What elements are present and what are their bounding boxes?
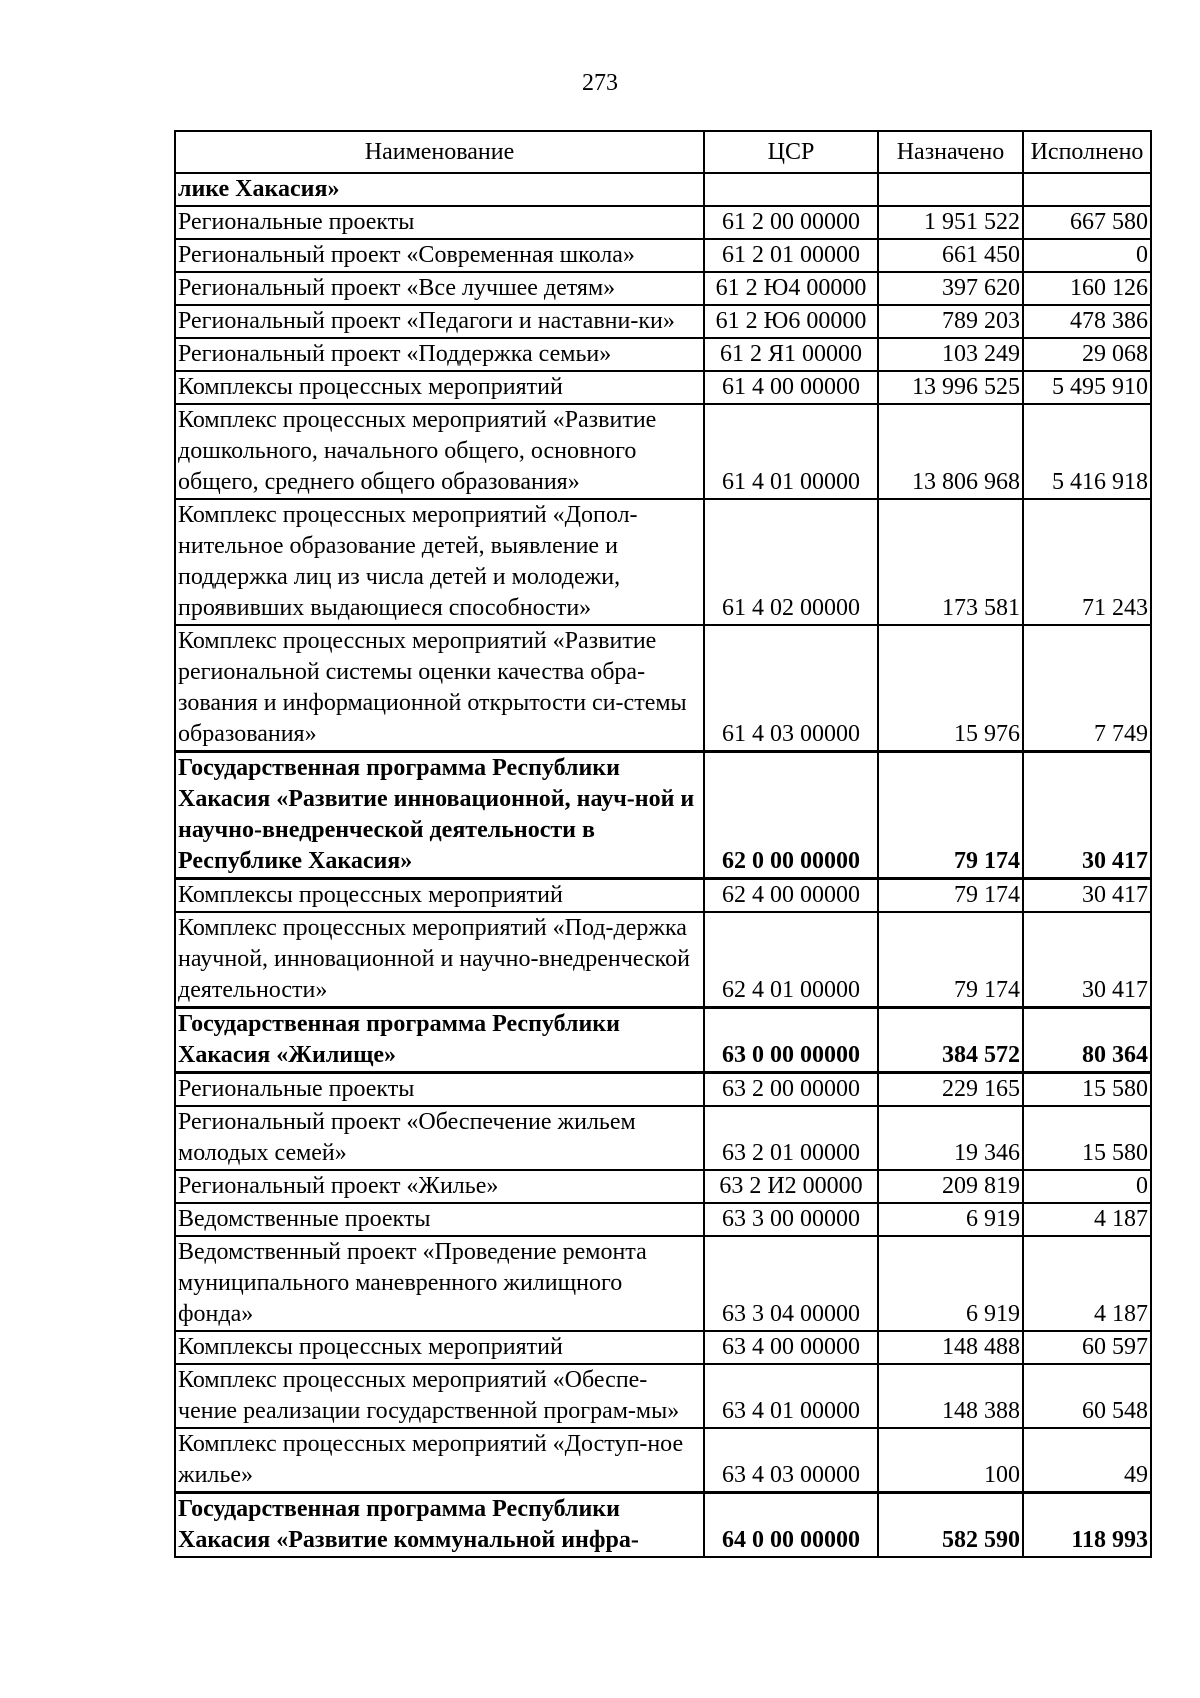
table-header-row — [175, 131, 1151, 173]
row-executed: 4 187 — [1023, 1203, 1151, 1236]
row-name: Комплексы процессных мероприятий — [175, 879, 704, 913]
row-executed: 667 580 — [1023, 206, 1151, 239]
row-assigned: 173 581 — [878, 499, 1023, 625]
row-assigned: 79 174 — [878, 752, 1023, 879]
row-executed: 118 993 — [1023, 1493, 1151, 1558]
row-executed: 30 417 — [1023, 879, 1151, 913]
row-executed: 30 417 — [1023, 752, 1151, 879]
table-row — [175, 305, 1151, 338]
row-name: Региональные проекты — [175, 206, 704, 239]
table-row — [175, 1364, 1151, 1428]
row-assigned: 6 919 — [878, 1203, 1023, 1236]
table-row — [175, 371, 1151, 404]
row-executed: 30 417 — [1023, 912, 1151, 1008]
row-executed: 0 — [1023, 1170, 1151, 1203]
table-row — [175, 338, 1151, 371]
row-executed — [1023, 173, 1151, 206]
row-name: Ведомственные проекты — [175, 1203, 704, 1236]
row-executed: 7 749 — [1023, 625, 1151, 752]
header-csr: ЦСР — [704, 131, 878, 173]
row-executed: 29 068 — [1023, 338, 1151, 371]
table-row — [175, 1331, 1151, 1364]
row-executed: 5 416 918 — [1023, 404, 1151, 499]
row-assigned — [878, 173, 1023, 206]
row-executed: 5 495 910 — [1023, 371, 1151, 404]
row-csr: 61 2 01 00000 — [704, 239, 878, 272]
row-executed: 478 386 — [1023, 305, 1151, 338]
table-row-program — [175, 1493, 1151, 1558]
row-name: Комплекс процессных мероприятий «Допол-нительное образование детей, выявление и поддержка лиц из числа детей и молодежи, проявивших выдающиеся способности» — [175, 499, 704, 625]
table-row — [175, 239, 1151, 272]
row-executed: 49 — [1023, 1428, 1151, 1493]
row-name: Комплекс процессных мероприятий «Развитие региональной системы оценки качества обра-зования и информационной открытости си-стемы образования» — [175, 625, 704, 752]
row-csr: 63 0 00 00000 — [704, 1008, 878, 1073]
row-assigned: 13 806 968 — [878, 404, 1023, 499]
row-assigned: 79 174 — [878, 912, 1023, 1008]
row-assigned: 397 620 — [878, 272, 1023, 305]
row-name: Комплекс процессных мероприятий «Развитие дошкольного, начального общего, основного общего, среднего общего образования» — [175, 404, 704, 499]
table-row-program — [175, 752, 1151, 879]
row-name: Государственная программа Республики Хакасия «Развитие инновационной, науч-ной и научно-внедренческой деятельности в Республике Хакасия» — [175, 752, 704, 879]
row-csr: 63 4 01 00000 — [704, 1364, 878, 1428]
table-row — [175, 625, 1151, 752]
row-assigned: 6 919 — [878, 1236, 1023, 1331]
row-name: Региональные проекты — [175, 1073, 704, 1107]
table-row — [175, 173, 1151, 206]
table-row — [175, 499, 1151, 625]
row-assigned: 100 — [878, 1428, 1023, 1493]
row-name: Комплекс процессных мероприятий «Обеспе-чение реализации государственной програм-мы» — [175, 1364, 704, 1428]
row-name: лике Хакасия» — [175, 173, 704, 206]
row-assigned: 229 165 — [878, 1073, 1023, 1107]
row-assigned: 13 996 525 — [878, 371, 1023, 404]
row-assigned: 582 590 — [878, 1493, 1023, 1558]
row-csr: 62 4 00 00000 — [704, 879, 878, 913]
row-name: Региональный проект «Обеспечение жильем молодых семей» — [175, 1106, 704, 1170]
row-csr: 64 0 00 00000 — [704, 1493, 878, 1558]
row-executed: 160 126 — [1023, 272, 1151, 305]
row-name: Ведомственный проект «Проведение ремонта муниципального маневренного жилищного фонда» — [175, 1236, 704, 1331]
row-executed: 80 364 — [1023, 1008, 1151, 1073]
row-csr: 61 2 Ю4 00000 — [704, 272, 878, 305]
row-executed: 60 548 — [1023, 1364, 1151, 1428]
row-name: Государственная программа Республики Хакасия «Развитие коммунальной инфра- — [175, 1493, 704, 1558]
row-assigned: 148 488 — [878, 1331, 1023, 1364]
row-assigned: 103 249 — [878, 338, 1023, 371]
header-assigned: Назначено — [878, 131, 1023, 173]
row-csr: 61 2 Ю6 00000 — [704, 305, 878, 338]
row-name: Региональный проект «Все лучшее детям» — [175, 272, 704, 305]
row-csr: 63 2 00 00000 — [704, 1073, 878, 1107]
page-number: 273 — [582, 70, 618, 96]
table-row — [175, 879, 1151, 913]
table-row — [175, 272, 1151, 305]
table-row — [175, 1106, 1151, 1170]
row-name: Региональный проект «Жилье» — [175, 1170, 704, 1203]
row-name: Комплекс процессных мероприятий «Доступ-ное жилье» — [175, 1428, 704, 1493]
table-row — [175, 206, 1151, 239]
header-executed: Исполнено — [1023, 131, 1151, 173]
table-row — [175, 404, 1151, 499]
row-assigned: 15 976 — [878, 625, 1023, 752]
row-name: Региональный проект «Педагоги и наставни-ки» — [175, 305, 704, 338]
row-name: Комплекс процессных мероприятий «Под-держка научной, инновационной и научно-внедренческой деятельности» — [175, 912, 704, 1008]
table-row — [175, 912, 1151, 1008]
header-name: Наименование — [175, 131, 704, 173]
row-executed: 4 187 — [1023, 1236, 1151, 1331]
row-csr: 63 2 И2 00000 — [704, 1170, 878, 1203]
row-csr: 61 2 00 00000 — [704, 206, 878, 239]
row-name: Комплексы процессных мероприятий — [175, 1331, 704, 1364]
row-csr: 63 3 04 00000 — [704, 1236, 878, 1331]
row-csr: 63 4 00 00000 — [704, 1331, 878, 1364]
row-assigned: 148 388 — [878, 1364, 1023, 1428]
row-csr — [704, 173, 878, 206]
row-assigned: 789 203 — [878, 305, 1023, 338]
table-row — [175, 1236, 1151, 1331]
row-csr: 63 4 03 00000 — [704, 1428, 878, 1493]
row-csr: 62 4 01 00000 — [704, 912, 878, 1008]
row-csr: 61 2 Я1 00000 — [704, 338, 878, 371]
row-csr: 61 4 02 00000 — [704, 499, 878, 625]
row-name: Региональный проект «Современная школа» — [175, 239, 704, 272]
row-assigned: 661 450 — [878, 239, 1023, 272]
row-csr: 63 3 00 00000 — [704, 1203, 878, 1236]
row-assigned: 384 572 — [878, 1008, 1023, 1073]
row-csr: 61 4 00 00000 — [704, 371, 878, 404]
table-row — [175, 1203, 1151, 1236]
row-assigned: 209 819 — [878, 1170, 1023, 1203]
table-row — [175, 1073, 1151, 1107]
row-csr: 63 2 01 00000 — [704, 1106, 878, 1170]
row-assigned: 19 346 — [878, 1106, 1023, 1170]
row-executed: 0 — [1023, 239, 1151, 272]
row-csr: 61 4 03 00000 — [704, 625, 878, 752]
row-name: Комплексы процессных мероприятий — [175, 371, 704, 404]
row-executed: 15 580 — [1023, 1073, 1151, 1107]
table-row — [175, 1170, 1151, 1203]
table-row-program — [175, 1008, 1151, 1073]
row-name: Государственная программа Республики Хакасия «Жилище» — [175, 1008, 704, 1073]
row-csr: 61 4 01 00000 — [704, 404, 878, 499]
budget-table — [174, 130, 1152, 1558]
row-name: Региональный проект «Поддержка семьи» — [175, 338, 704, 371]
row-executed: 71 243 — [1023, 499, 1151, 625]
table-row — [175, 1428, 1151, 1493]
row-assigned: 1 951 522 — [878, 206, 1023, 239]
row-csr: 62 0 00 00000 — [704, 752, 878, 879]
row-executed: 60 597 — [1023, 1331, 1151, 1364]
row-assigned: 79 174 — [878, 879, 1023, 913]
row-executed: 15 580 — [1023, 1106, 1151, 1170]
